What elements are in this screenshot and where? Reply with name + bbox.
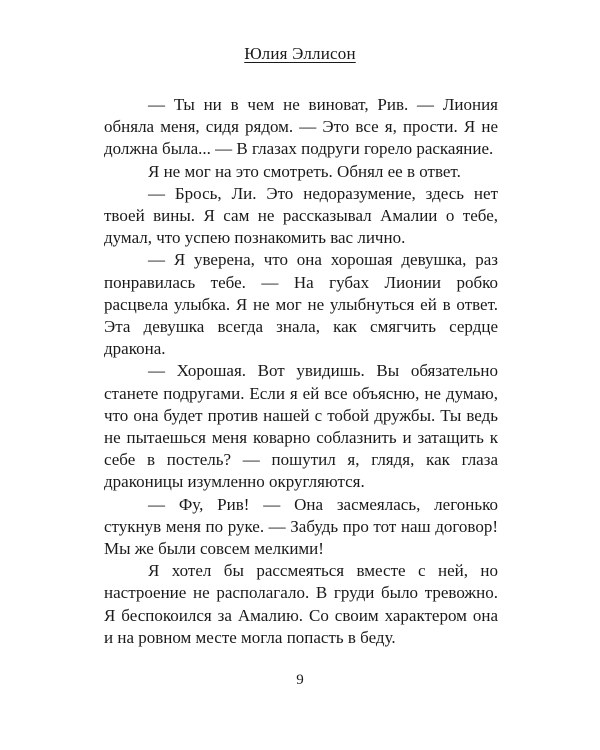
paragraph: Я хотел бы рассмеяться вместе с ней, но настроение не располагало. В груди было тревожно. Я беспокоился за Амалию. Со своим характером она и на ровном месте могла попасть в беду.: [104, 561, 498, 647]
paragraph: — Брось, Ли. Это недоразумение, здесь нет твоей вины. Я сам не рассказывал Амалии о тебе, думал, что успею познакомить вас лично.: [104, 183, 498, 248]
running-header-author: Юлия Эллисон: [244, 44, 356, 63]
paragraph: — Я уверена, что она хорошая девушка, раз понравилась тебе. — На губах Лионии робко расцвела улыбка. Я не мог не улыбнуться ей в ответ. Эта девушка всегда знала, как смягчить сердце дракона.: [104, 250, 498, 359]
paragraph: — Ты ни в чем не виноват, Рив. — Лиония обняла меня, сидя рядом. — Это все я, прости. Я не должна была... — В глазах подруги горело раскаяние.: [104, 95, 498, 159]
body-text: [104, 94, 498, 649]
paragraph: Я не мог на это смотреть. Обнял ее в ответ.: [148, 161, 461, 181]
paragraph: — Хорошая. Вот увидишь. Вы обязательно станете подругами. Если я ей все объясню, не думаю, что она будет против нашей с тобой дружбы. Ты ведь не пытаешься меня коварно соблазнить и затащить к себе в постель? — пошутил я, глядя, как глаза драконицы изумленно округляются.: [104, 361, 498, 492]
page-number: 9: [296, 672, 304, 688]
paragraph: — Фу, Рив! — Она засмеялась, легонько стукнув меня по руке. — Забудь про тот наш договор! Мы же были совсем мелкими!: [104, 494, 498, 559]
